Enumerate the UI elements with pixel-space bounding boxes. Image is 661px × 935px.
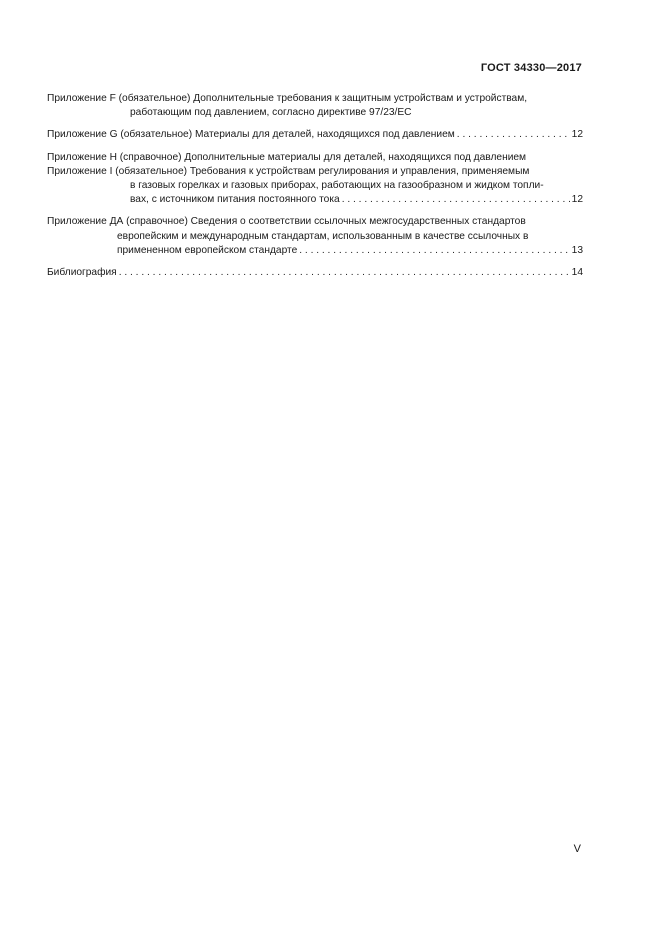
- toc-entry-bibliography[interactable]: [47, 266, 583, 280]
- toc-page-number: 12: [571, 194, 583, 206]
- toc-line: [47, 193, 583, 207]
- page-number: V: [573, 843, 581, 855]
- toc-line: Приложение I (обязательное) Требования к устройствам регулирования и управления, применяемым: [47, 165, 530, 177]
- document-code: ГОСТ 34330—2017: [480, 62, 582, 74]
- toc-entry-title: Приложение G (обязательное) Материалы для деталей, находящихся под давлением: [47, 129, 455, 141]
- toc-page-number: 12: [571, 129, 583, 141]
- toc-line: [47, 128, 583, 142]
- dot-leader: [119, 266, 570, 280]
- toc-line: в газовых горелках и газовых приборах, работающих на газообразном и жидком топли-: [130, 180, 544, 192]
- toc-line: [47, 266, 583, 280]
- dot-leader: [342, 193, 570, 207]
- toc-entry-annex-i[interactable]: [47, 165, 583, 208]
- toc-line: Приложение H (справочное) Дополнительные материалы для деталей, находящихся под давлением: [47, 151, 527, 163]
- toc-entry-annex-f[interactable]: [47, 92, 583, 120]
- toc-entry-title: примененном европейском стандарте: [117, 244, 298, 256]
- toc-entry-title: Библиография: [47, 267, 117, 279]
- toc-entry-title: вах, с источником питания постоянного тока: [130, 194, 340, 206]
- toc-line: Приложение ДА (справочное) Сведения о соответствии ссылочных межгосударственных стандартов: [47, 216, 526, 228]
- toc-line: работающим под давлением, согласно директиве 97/23/EC: [130, 107, 412, 119]
- toc-page-number: 13: [571, 244, 583, 256]
- toc-entry-annex-h[interactable]: [47, 151, 583, 165]
- dot-leader: [299, 244, 569, 258]
- toc-line: [47, 244, 583, 258]
- toc-entry-annex-da[interactable]: [47, 215, 583, 258]
- toc-entry-annex-g[interactable]: [47, 128, 583, 142]
- dot-leader: [457, 128, 570, 142]
- toc-line: европейским и международным стандартам, использованным в качестве ссылочных в: [117, 230, 529, 242]
- toc-line: Приложение F (обязательное) Дополнительные требования к защитным устройствам и устройствам,: [47, 93, 528, 104]
- table-of-contents: [47, 92, 583, 288]
- toc-page-number: 14: [571, 267, 583, 279]
